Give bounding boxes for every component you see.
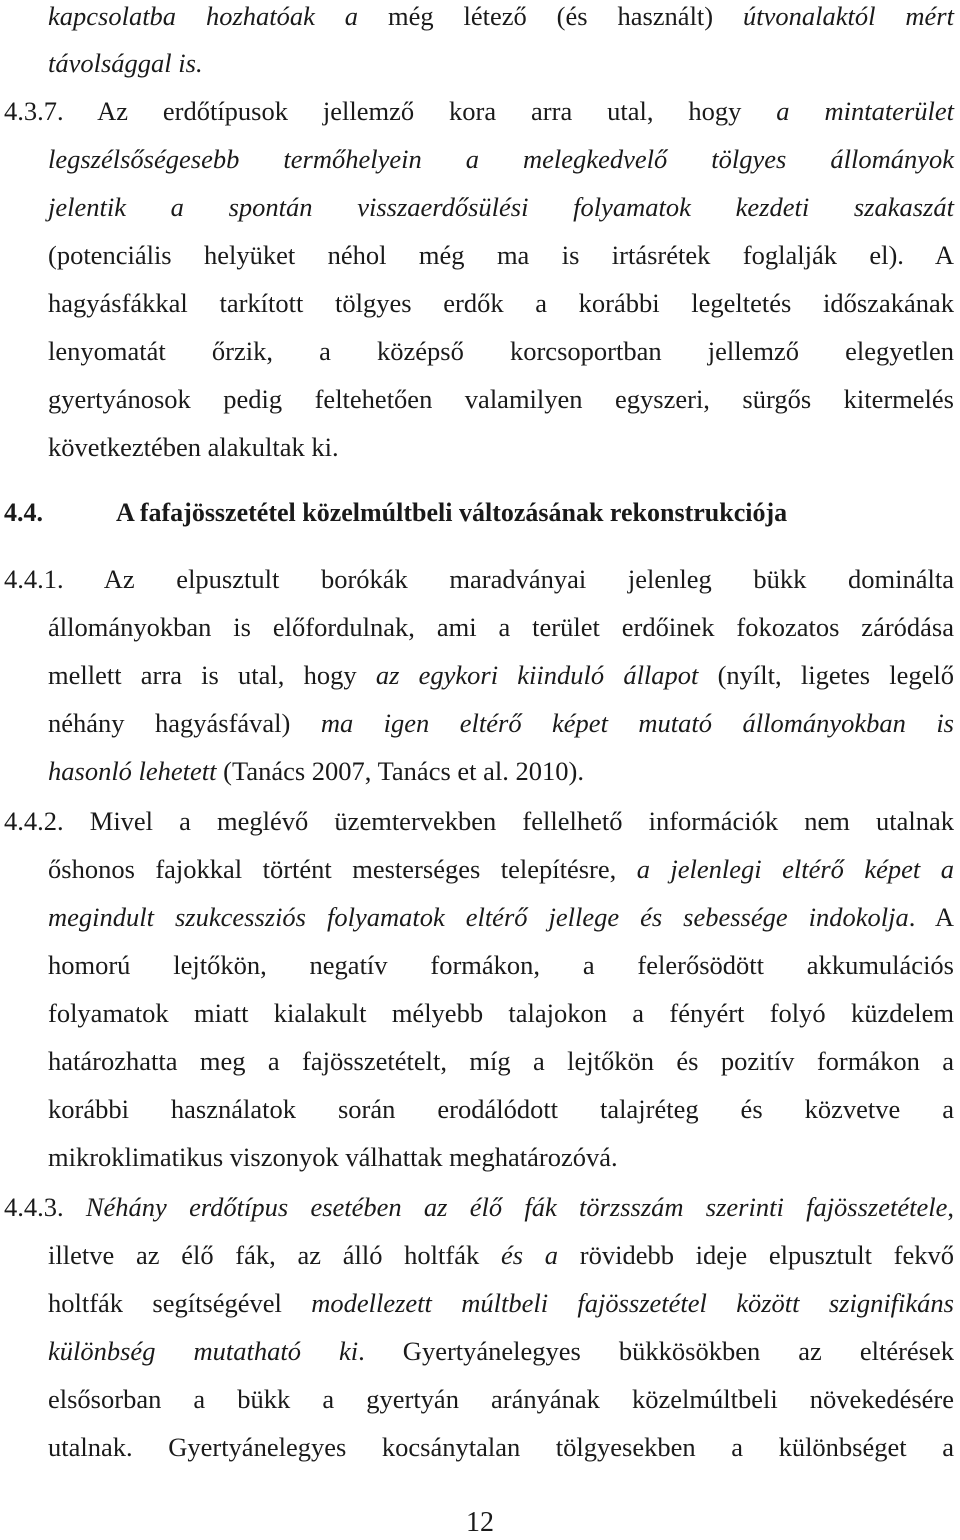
paragraph-line: folyamatok miatt kialakult mélyebb talajokon a fényért folyó küzdelem [48,998,954,1028]
paragraph-line: legszélsőségesebb termőhelyein a melegkedvelő tölgyes állományok [48,144,954,174]
paragraph-line: néhány hagyásfával) ma igen eltérő képet mutató állományokban is [48,708,954,738]
paragraph-line: 4.4.1. Az elpusztult borókák maradványai jelenleg bükk dominálta [4,564,954,594]
paragraph-line: korábbi használatok során erodálódott talajréteg és közvetve a [48,1094,954,1124]
paragraph-line: 4.3.7. Az erdőtípusok jellemző kora arra utal, hogy a mintaterület [4,96,954,126]
paragraph-line: őshonos fajokkal történt mesterséges telepítésre, a jelenlegi eltérő képet a [48,854,954,884]
paragraph-line: mellett arra is utal, hogy az egykori kiinduló állapot (nyílt, ligetes legelő [48,660,954,690]
paragraph-line: holtfák segítségével modellezett múltbeli fajösszetétel között szignifikáns [48,1288,954,1318]
paragraph-line: különbség mutatható ki. Gyertyánelegyes bükkösökben az eltérések [48,1336,954,1366]
paragraph-line: 4.4.2. Mivel a meglévő üzemtervekben fellelhető információk nem utalnak [4,806,954,836]
paragraph-line: mikroklimatikus viszonyok válhattak meghatározóvá. [48,1142,618,1172]
paragraph-line: hagyásfákkal tarkított tölgyes erdők a korábbi legeltetés időszakának [48,288,954,318]
section-title: A fafajösszetétel közelmúltbeli változásának rekonstrukciója [116,498,788,527]
paragraph-line: utalnak. Gyertyánelegyes kocsánytalan tölgyesekben a különbséget a [48,1432,954,1462]
section-number: 4.4. [4,498,43,527]
paragraph-line: lenyomatát őrzik, a középső korcsoportban jellemző elegyetlen [48,336,954,366]
paragraph-line: 4.4.3. Néhány erdőtípus esetében az élő fák törzsszám szerinti fajösszetétele, [4,1192,954,1222]
paragraph-line: kapcsolatba hozhatóak a még létező (és használt) útvonalaktól mért [48,1,954,31]
paragraph-line: illetve az élő fák, az álló holtfák és a rövidebb ideje elpusztult fekvő [48,1240,954,1270]
page-number: 12 [466,1507,494,1538]
paragraph-line: megindult szukcessziós folyamatok eltérő jellege és sebessége indokolja. A [48,902,954,932]
paragraph-line: állományokban is előfordulnak, ami a terület erdőinek fokozatos záródása [48,612,954,642]
paragraph-line: hasonló lehetett (Tanács 2007, Tanács et al. 2010). [48,756,584,786]
paragraph-line: távolsággal is. [48,48,203,78]
paragraph-line: gyertyánosok pedig feltehetően valamilyen egyszeri, sürgős kitermelés [48,384,954,414]
paragraph-line: következtében alakultak ki. [48,432,339,462]
paragraph-line: elsősorban a bükk a gyertyán arányának közelmúltbeli növekedésére [48,1384,954,1414]
paragraph-line: határozhatta meg a fajösszetételt, míg a lejtőkön és pozitív formákon a [48,1046,954,1076]
paragraph-line: jelentik a spontán visszaerdősülési folyamatok kezdeti szakaszát [48,192,954,222]
paragraph-line: (potenciális helyüket néhol még ma is irtásrétek foglalják el). A [48,240,954,270]
paragraph-line: homorú lejtőkön, negatív formákon, a felerősödött akkumulációs [48,950,954,980]
